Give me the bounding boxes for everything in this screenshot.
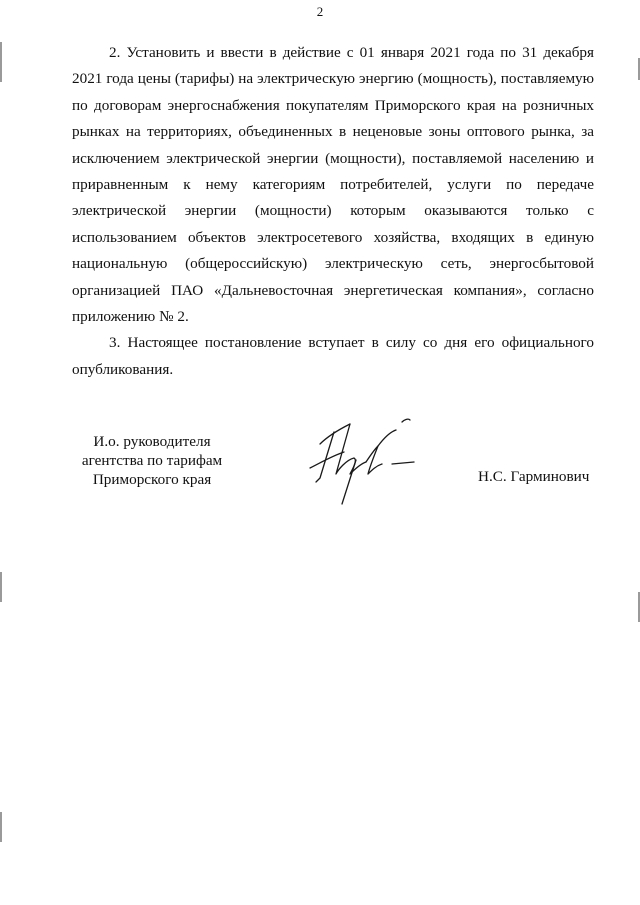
signer-title-line: И.о. руководителя xyxy=(93,433,211,450)
scan-edge-mark xyxy=(0,812,2,842)
document-body xyxy=(72,40,594,383)
signer-title xyxy=(72,432,232,489)
signer-name: Н.С. Гарминович xyxy=(478,468,590,485)
scan-edge-mark xyxy=(0,572,2,602)
signer-title-line: агентства по тарифам xyxy=(81,452,223,469)
paragraph-2: 2. Установить и ввести в действие с 01 января 2021 года по 31 декабря 2021 года цены (тарифы) на электрическую энергию (мощность), поставляемую по договорам энергоснабжения покупателям Приморского края на розничных рынках на территориях, объединенных в неценовые зоны оптового рынка, за исключением электрической энергии (мощности), поставляемой населению и приравненным к нему категориям потребителей, услуги по передаче электрической энергии (мощности) которым оказываются только с использованием объектов электросетевого хозяйства, входящих в единую национальную (общероссийскую) электрическую сеть, энергосбытовой организацией ПАО «Дальневосточная энергетическая компания», согласно приложению № 2. xyxy=(72,44,594,326)
paragraph-3: 3. Настоящее постановление вступает в силу со дня его официального опубликования. xyxy=(72,334,594,378)
signer-title-line: Приморского края xyxy=(92,471,212,488)
handwritten-signature xyxy=(298,416,428,508)
signature-block xyxy=(0,432,640,522)
page-number: 2 xyxy=(316,4,324,19)
scan-edge-mark xyxy=(0,42,2,82)
